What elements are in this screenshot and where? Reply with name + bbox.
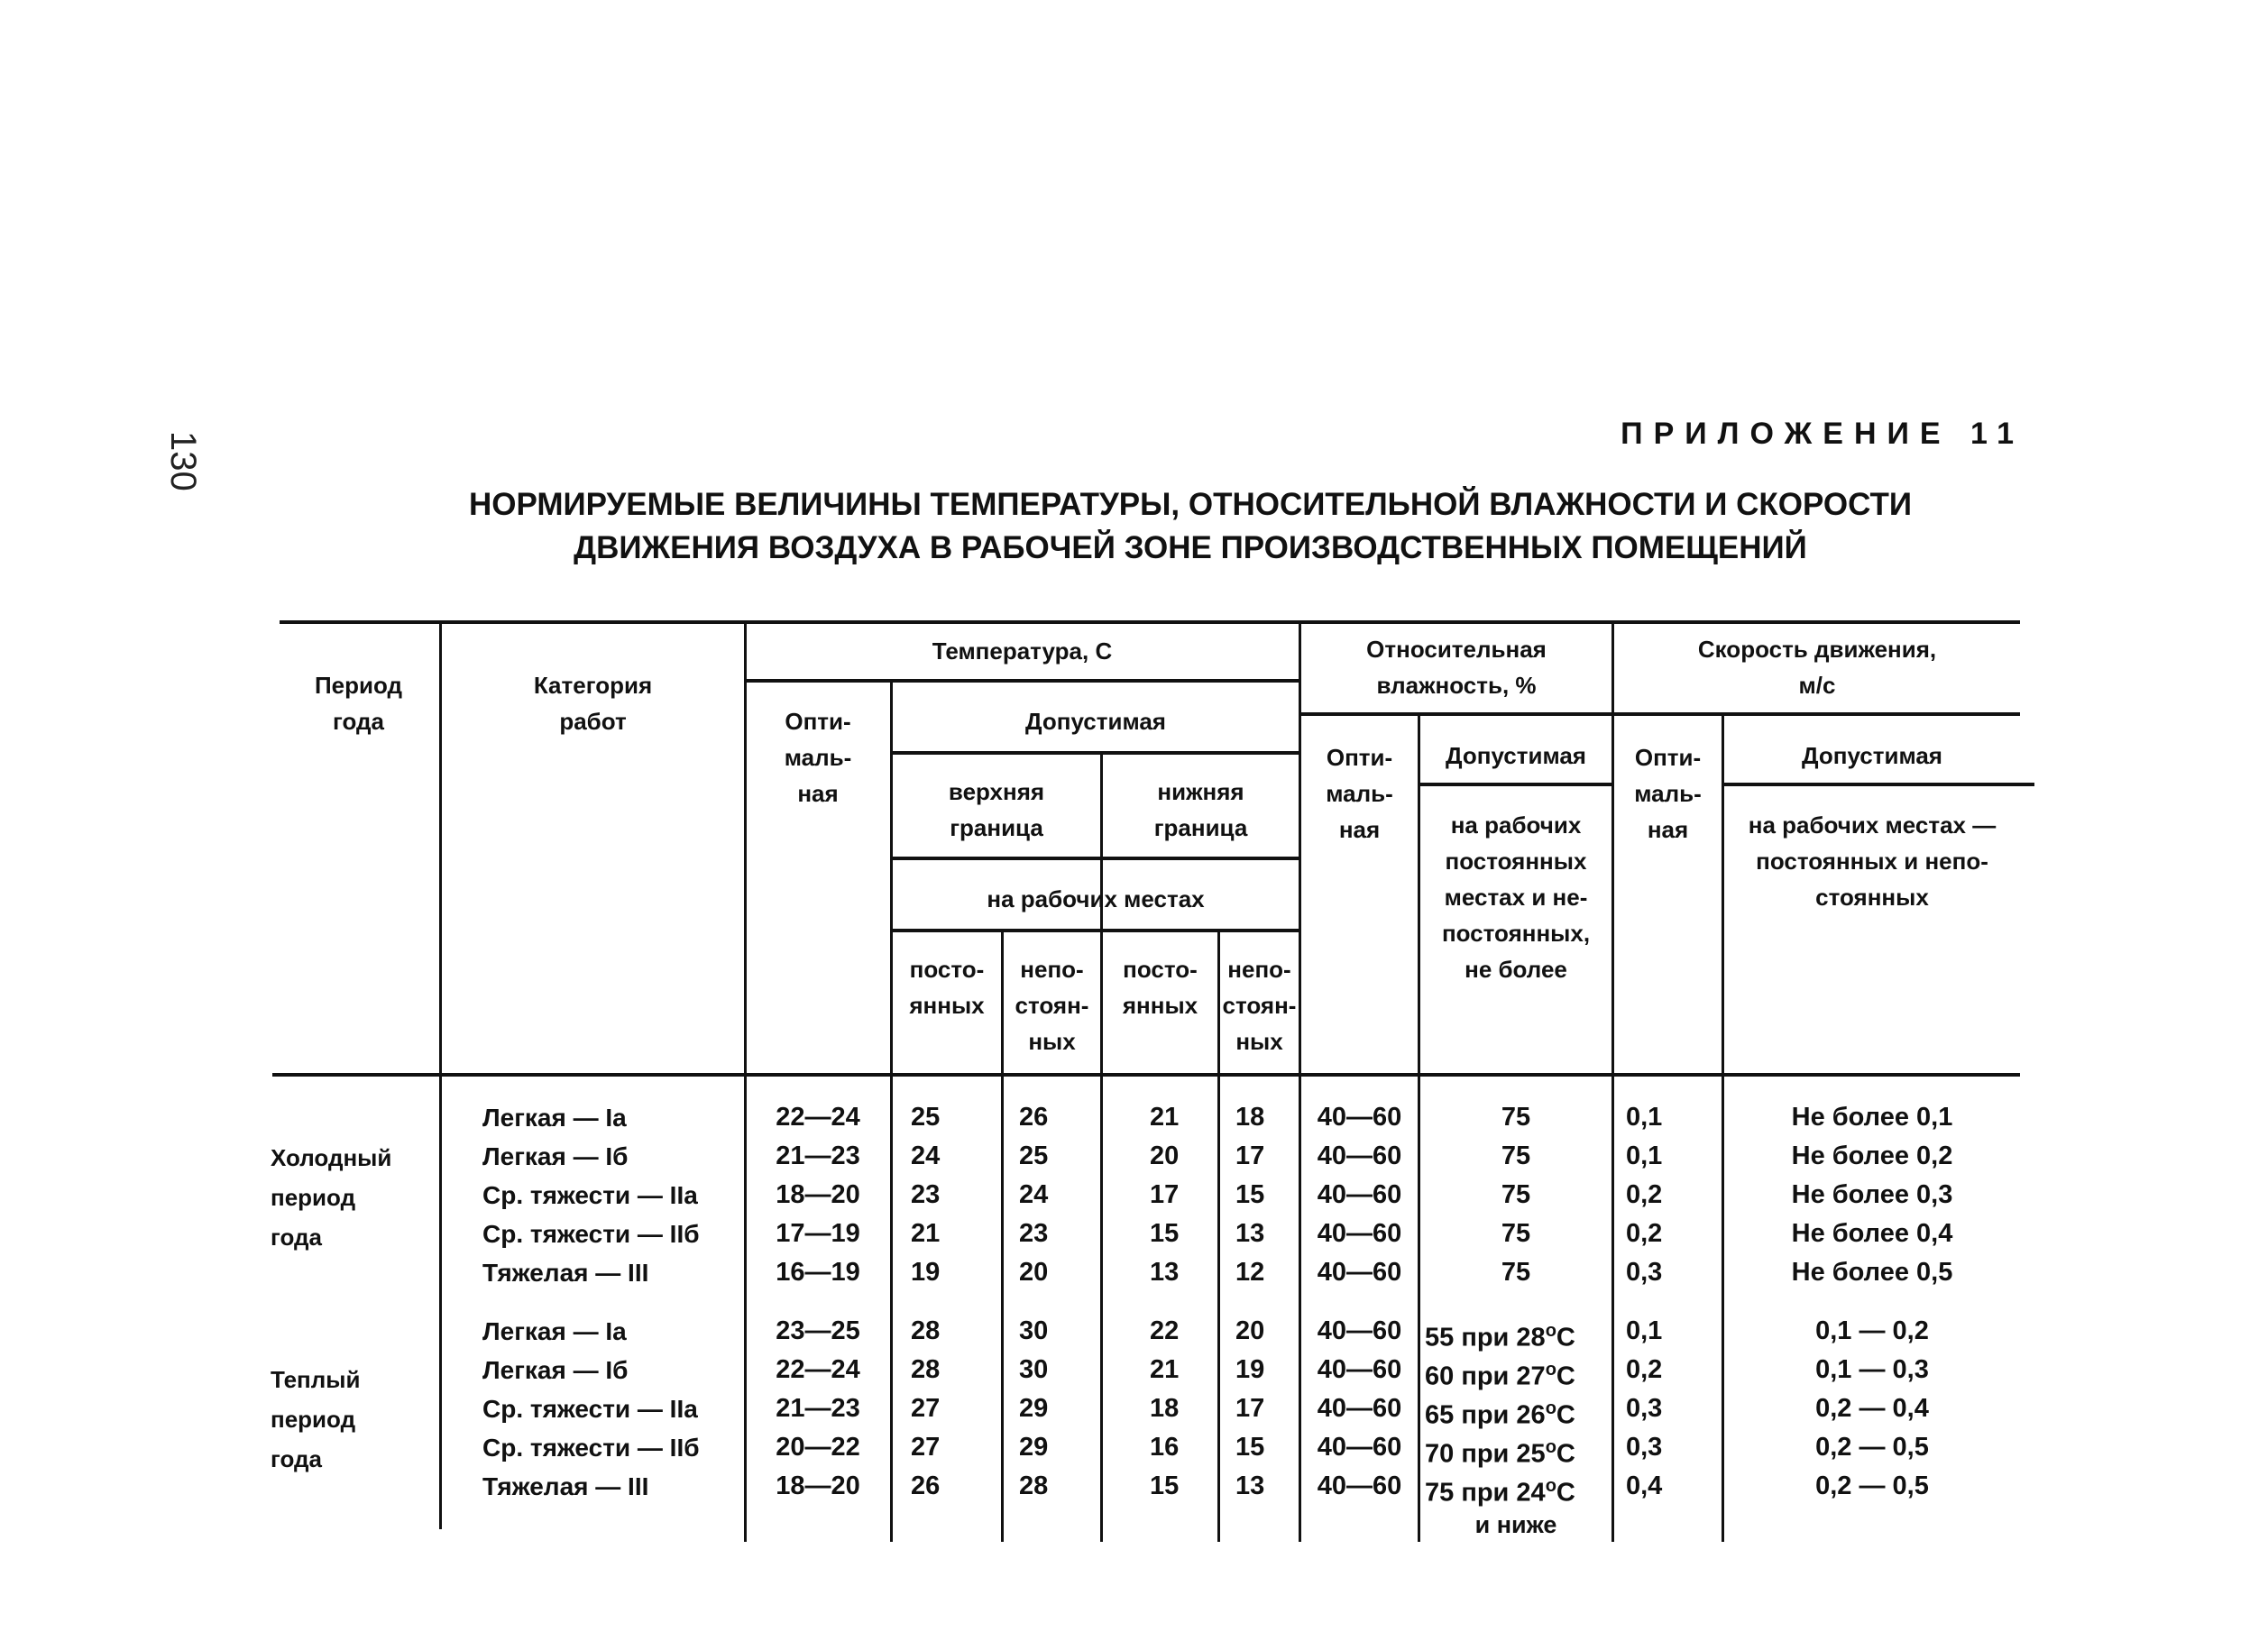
cell-humidity-permissible: 75 bbox=[1501, 1141, 1531, 1170]
cell-upper-permanent: 24 bbox=[911, 1141, 941, 1170]
cell-upper-permanent: 25 bbox=[911, 1103, 941, 1132]
cell-lower-nonpermanent: 13 bbox=[1235, 1472, 1265, 1500]
cell-upper-permanent: 28 bbox=[911, 1355, 941, 1384]
cell-category: Ср. тяжести — IIб bbox=[482, 1220, 700, 1248]
cell-humidity-optimal: 40—60 bbox=[1317, 1433, 1402, 1462]
cell-speed-permissible: 0,2 — 0,5 bbox=[1815, 1433, 1929, 1462]
cell-upper-nonpermanent: 30 bbox=[1019, 1316, 1049, 1345]
cell-lower-nonpermanent: 18 bbox=[1235, 1103, 1265, 1132]
cell-speed-optimal: 0,3 bbox=[1626, 1394, 1663, 1423]
cell-lower-nonpermanent: 20 bbox=[1235, 1316, 1265, 1345]
cell-upper-nonpermanent: 30 bbox=[1019, 1355, 1049, 1384]
table-title-line-2: ДВИЖЕНИЯ ВОЗДУХА В РАБОЧЕЙ ЗОНЕ ПРОИЗВОДСТВЕННЫХ ПОМЕЩЕНИЙ bbox=[574, 530, 1807, 565]
cell-temp-optimal: 18—20 bbox=[776, 1180, 860, 1209]
cell-speed-permissible: Не более 0,4 bbox=[1791, 1219, 1953, 1248]
cell-lower-permanent: 15 bbox=[1150, 1219, 1180, 1248]
header-speed-optimal: Опти- маль- ная bbox=[1634, 744, 1702, 843]
cell-lower-permanent: 13 bbox=[1150, 1258, 1180, 1287]
cell-upper-nonpermanent: 26 bbox=[1019, 1103, 1049, 1132]
header-speed-permissible-note: на рабочих местах — постоянных и непо- стоянных bbox=[1748, 811, 1997, 911]
table-row bbox=[0, 1176, 2268, 1215]
header-humidity-optimal: Опти- маль- ная bbox=[1326, 744, 1393, 843]
header-temp-permissible: Допустимая bbox=[1025, 708, 1166, 735]
cell-lower-nonpermanent: 15 bbox=[1235, 1180, 1265, 1209]
cell-speed-optimal: 0,3 bbox=[1626, 1433, 1663, 1462]
cell-temp-optimal: 21—23 bbox=[776, 1394, 860, 1423]
header-at-workplaces: на рабочих местах bbox=[987, 885, 1205, 912]
cell-speed-permissible: Не более 0,1 bbox=[1791, 1103, 1953, 1132]
cell-temp-optimal: 22—24 bbox=[776, 1355, 860, 1384]
cell-temp-optimal: 21—23 bbox=[776, 1141, 860, 1170]
header-humidity-permissible-note: на рабочих постоянных местах и не- постоянных, не более bbox=[1441, 811, 1591, 983]
cell-upper-permanent: 28 bbox=[911, 1316, 941, 1345]
page-number: 130 bbox=[163, 431, 203, 491]
cell-upper-nonpermanent: 25 bbox=[1019, 1141, 1049, 1170]
cell-lower-nonpermanent: 15 bbox=[1235, 1433, 1265, 1462]
cell-speed-optimal: 0,1 bbox=[1626, 1141, 1663, 1170]
cell-category: Легкая — Iа bbox=[482, 1104, 627, 1132]
cell-lower-permanent: 22 bbox=[1150, 1316, 1180, 1345]
cell-upper-nonpermanent: 29 bbox=[1019, 1433, 1049, 1462]
cell-speed-optimal: 0,2 bbox=[1626, 1355, 1663, 1384]
header-lower-nonpermanent: непо- стоян- ных bbox=[1222, 956, 1297, 1055]
cell-category: Тяжелая — III bbox=[482, 1472, 649, 1500]
cell-lower-permanent: 15 bbox=[1150, 1472, 1180, 1500]
cell-lower-nonpermanent: 12 bbox=[1235, 1258, 1265, 1287]
header-upper-nonpermanent: непо- стоян- ных bbox=[1015, 956, 1089, 1055]
cell-speed-permissible: 0,1 — 0,2 bbox=[1815, 1316, 1929, 1345]
cell-humidity-optimal: 40—60 bbox=[1317, 1103, 1402, 1132]
cell-temp-optimal: 18—20 bbox=[776, 1472, 860, 1500]
cell-category: Ср. тяжести — IIб bbox=[482, 1434, 700, 1462]
cell-humidity-note: и ниже bbox=[1474, 1511, 1557, 1538]
appendix-label: ПРИЛОЖЕНИЕ 11 bbox=[1621, 417, 2025, 451]
header-temp-optimal: Опти- маль- ная bbox=[784, 708, 852, 807]
cell-upper-permanent: 21 bbox=[911, 1219, 941, 1248]
header-category: Категория работ bbox=[533, 672, 653, 735]
cell-humidity-optimal: 40—60 bbox=[1317, 1180, 1402, 1209]
cell-upper-permanent: 27 bbox=[911, 1433, 941, 1462]
cell-category: Ср. тяжести — IIа bbox=[482, 1395, 698, 1423]
cell-humidity-optimal: 40—60 bbox=[1317, 1219, 1402, 1248]
cell-speed-permissible: 0,2 — 0,5 bbox=[1815, 1472, 1929, 1500]
cell-humidity-permissible: 70 при 25$^o$С bbox=[1425, 1437, 1575, 1469]
cell-speed-optimal: 0,4 bbox=[1626, 1472, 1663, 1500]
cell-lower-nonpermanent: 13 bbox=[1235, 1219, 1265, 1248]
cell-humidity-optimal: 40—60 bbox=[1317, 1141, 1402, 1170]
header-speed-permissible: Допустимая bbox=[1802, 742, 1942, 769]
cell-category: Ср. тяжести — IIа bbox=[482, 1181, 698, 1209]
cell-speed-optimal: 0,1 bbox=[1626, 1316, 1663, 1345]
cell-humidity-permissible: 75 bbox=[1501, 1180, 1531, 1209]
cell-temp-optimal: 20—22 bbox=[776, 1433, 860, 1462]
cell-speed-optimal: 0,2 bbox=[1626, 1180, 1663, 1209]
table-row bbox=[0, 1215, 2268, 1253]
table-row bbox=[0, 1428, 2268, 1467]
cell-humidity-permissible: 75 bbox=[1501, 1258, 1531, 1287]
cell-speed-optimal: 0,1 bbox=[1626, 1103, 1663, 1132]
header-humidity-permissible: Допустимая bbox=[1446, 742, 1586, 769]
header-humidity: Относительная влажность, % bbox=[1366, 636, 1547, 699]
table-row bbox=[0, 1253, 2268, 1292]
header-speed: Скорость движения, м/с bbox=[1697, 636, 1937, 699]
header-upper-permanent: посто- янных bbox=[909, 956, 985, 1019]
cell-upper-nonpermanent: 24 bbox=[1019, 1180, 1049, 1209]
cell-humidity-permissible: 75 при 24$^o$С bbox=[1425, 1476, 1575, 1508]
cell-humidity-permissible: 65 при 26$^o$С bbox=[1425, 1398, 1575, 1430]
cell-upper-nonpermanent: 23 bbox=[1019, 1219, 1049, 1248]
header-lower-limit: нижняя граница bbox=[1153, 778, 1248, 841]
cell-humidity-optimal: 40—60 bbox=[1317, 1258, 1402, 1287]
table-row bbox=[0, 1467, 2268, 1506]
cell-category: Легкая — Iб bbox=[482, 1356, 629, 1384]
cell-lower-permanent: 16 bbox=[1150, 1433, 1180, 1462]
header-period: Период года bbox=[314, 672, 403, 735]
cell-upper-permanent: 19 bbox=[911, 1258, 941, 1287]
cell-lower-permanent: 21 bbox=[1150, 1355, 1180, 1384]
cell-category: Тяжелая — III bbox=[482, 1259, 649, 1287]
cell-humidity-permissible: 60 при 27$^o$С bbox=[1425, 1360, 1575, 1391]
cell-upper-nonpermanent: 28 bbox=[1019, 1472, 1049, 1500]
cell-lower-nonpermanent: 19 bbox=[1235, 1355, 1265, 1384]
table-row bbox=[0, 1351, 2268, 1389]
cell-lower-permanent: 17 bbox=[1150, 1180, 1180, 1209]
cell-lower-permanent: 20 bbox=[1150, 1141, 1180, 1170]
cell-humidity-optimal: 40—60 bbox=[1317, 1472, 1402, 1500]
cell-category: Легкая — Iб bbox=[482, 1142, 629, 1170]
cell-speed-optimal: 0,3 bbox=[1626, 1258, 1663, 1287]
table-row bbox=[0, 1098, 2268, 1137]
header-temperature: Температура, С bbox=[932, 637, 1113, 665]
cell-lower-nonpermanent: 17 bbox=[1235, 1141, 1265, 1170]
cell-speed-permissible: 0,2 — 0,4 bbox=[1815, 1394, 1929, 1423]
cell-upper-permanent: 23 bbox=[911, 1180, 941, 1209]
cell-speed-permissible: Не более 0,5 bbox=[1791, 1258, 1953, 1287]
cell-lower-permanent: 21 bbox=[1150, 1103, 1180, 1132]
table-title-line-1: НОРМИРУЕМЫЕ ВЕЛИЧИНЫ ТЕМПЕРАТУРЫ, ОТНОСИТЕЛЬНОЙ ВЛАЖНОСТИ И СКОРОСТИ bbox=[468, 487, 1913, 522]
cell-lower-nonpermanent: 17 bbox=[1235, 1394, 1265, 1423]
cell-upper-nonpermanent: 29 bbox=[1019, 1394, 1049, 1423]
cold-period-label: Холодный период года bbox=[271, 1144, 392, 1251]
table-row-note bbox=[0, 1506, 2268, 1545]
cell-speed-permissible: 0,1 — 0,3 bbox=[1815, 1355, 1929, 1384]
cell-speed-permissible: Не более 0,2 bbox=[1791, 1141, 1953, 1170]
warm-period-label: Теплый период года bbox=[271, 1366, 361, 1472]
cell-upper-nonpermanent: 20 bbox=[1019, 1258, 1049, 1287]
cell-humidity-permissible: 75 bbox=[1501, 1219, 1531, 1248]
cell-upper-permanent: 27 bbox=[911, 1394, 941, 1423]
cell-lower-permanent: 18 bbox=[1150, 1394, 1180, 1423]
cell-temp-optimal: 23—25 bbox=[776, 1316, 860, 1345]
cell-humidity-optimal: 40—60 bbox=[1317, 1316, 1402, 1345]
cell-humidity-optimal: 40—60 bbox=[1317, 1355, 1402, 1384]
cell-humidity-permissible: 75 bbox=[1501, 1103, 1531, 1132]
table-row bbox=[0, 1137, 2268, 1176]
cell-humidity-optimal: 40—60 bbox=[1317, 1394, 1402, 1423]
cell-category: Легкая — Iа bbox=[482, 1317, 627, 1345]
cell-temp-optimal: 17—19 bbox=[776, 1219, 860, 1248]
table-row bbox=[0, 1389, 2268, 1428]
cell-temp-optimal: 22—24 bbox=[776, 1103, 860, 1132]
header-upper-limit: верхняя граница bbox=[948, 778, 1045, 841]
header-lower-permanent: посто- янных bbox=[1122, 956, 1198, 1019]
cell-speed-optimal: 0,2 bbox=[1626, 1219, 1663, 1248]
cell-speed-permissible: Не более 0,3 bbox=[1791, 1180, 1953, 1209]
cell-humidity-permissible: 55 при 28$^o$С bbox=[1425, 1321, 1575, 1352]
table-row bbox=[0, 1312, 2268, 1351]
cell-upper-permanent: 26 bbox=[911, 1472, 941, 1500]
cell-temp-optimal: 16—19 bbox=[776, 1258, 860, 1287]
